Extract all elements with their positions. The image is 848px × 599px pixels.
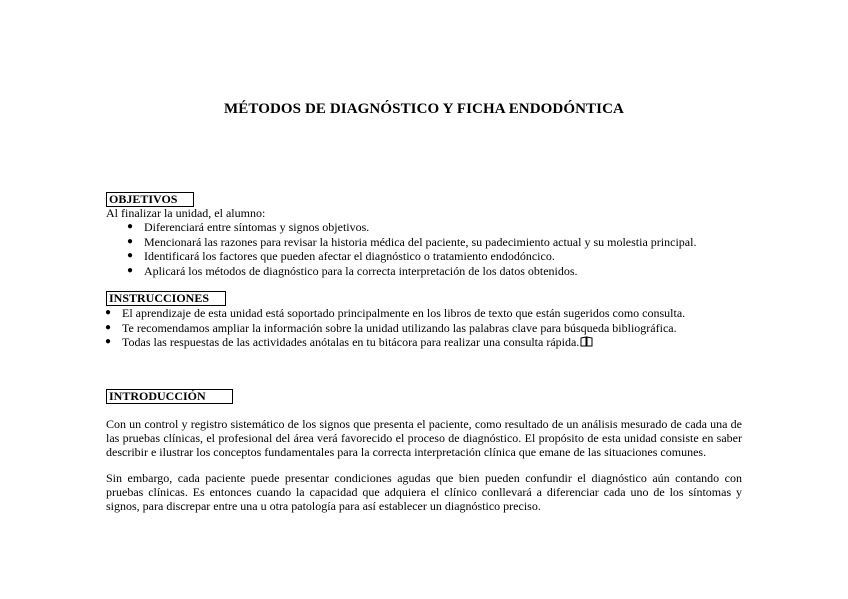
bullet-icon: ● (127, 235, 134, 247)
list-item: ● El aprendizaje de esta unidad está soportado principalmente en los libros de texto que están sugeridos como consulta. (105, 306, 686, 320)
bullet-icon: ● (105, 307, 112, 318)
intro-paragraph-2: Sin embargo, cada paciente puede presentar condiciones agudas que bien pueden confundir el diagnóstico aún contando con pruebas clínicas. Es entonces cuando la capacidad que adquiera el clínico conllevará a diferenciar cada uno de los síntomas y signos, para discrepar entre una u otra patología para así establecer un diagnóstico preciso. (106, 471, 742, 513)
section-heading-instrucciones: INSTRUCCIONES (106, 291, 226, 306)
section-heading-objetivos: OBJETIVOS (106, 192, 194, 207)
bullet-icon: ● (127, 264, 134, 276)
list-item: ● Mencionará las razones para revisar la historia médica del paciente, su padecimiento actual y su molestia principal. (127, 234, 697, 249)
bullet-icon: ● (105, 336, 112, 348)
book-icon (580, 336, 593, 347)
objetivos-list (127, 220, 697, 278)
list-item: ● Te recomendamos ampliar la información sobre la unidad utilizando las palabras clave para búsqueda bibliográfica. (105, 320, 677, 335)
list-item: ● Diferenciará entre síntomas y signos objetivos. (127, 220, 370, 234)
list-item: ● Todas las respuestas de las actividades anótalas en tu bitácora para realizar una consulta rápida. (122, 335, 685, 350)
intro-paragraph-1: Con un control y registro sistemático de los signos que presenta el paciente, como resultado de un análisis mesurado de cada una de las pruebas clínicas, el profesional del área verá favorecido el proceso de diagnóstico. El propósito de esta unidad consiste en saber describir e ilustrar los conceptos fundamentales para la correcta interpretación clínica que emane de las situaciones comunes. (106, 417, 742, 459)
section-heading-introduccion: INTRODUCCIÓN (106, 389, 233, 404)
bullet-icon: ● (127, 250, 134, 262)
bullet-icon: ● (127, 221, 134, 232)
page-title: MÉTODOS DE DIAGNÓSTICO Y FICHA ENDODÓNTICA (224, 101, 624, 117)
objetivos-intro: Al finalizar la unidad, el alumno: (106, 206, 266, 220)
bullet-icon: ● (105, 321, 112, 333)
list-item: ● Identificará los factores que pueden afectar el diagnóstico o tratamiento endodóncico. (127, 249, 555, 264)
instrucciones-list (105, 306, 686, 350)
list-item: ● Aplicará los métodos de diagnóstico para la correcta interpretación de los datos obtenidos. (127, 263, 578, 278)
